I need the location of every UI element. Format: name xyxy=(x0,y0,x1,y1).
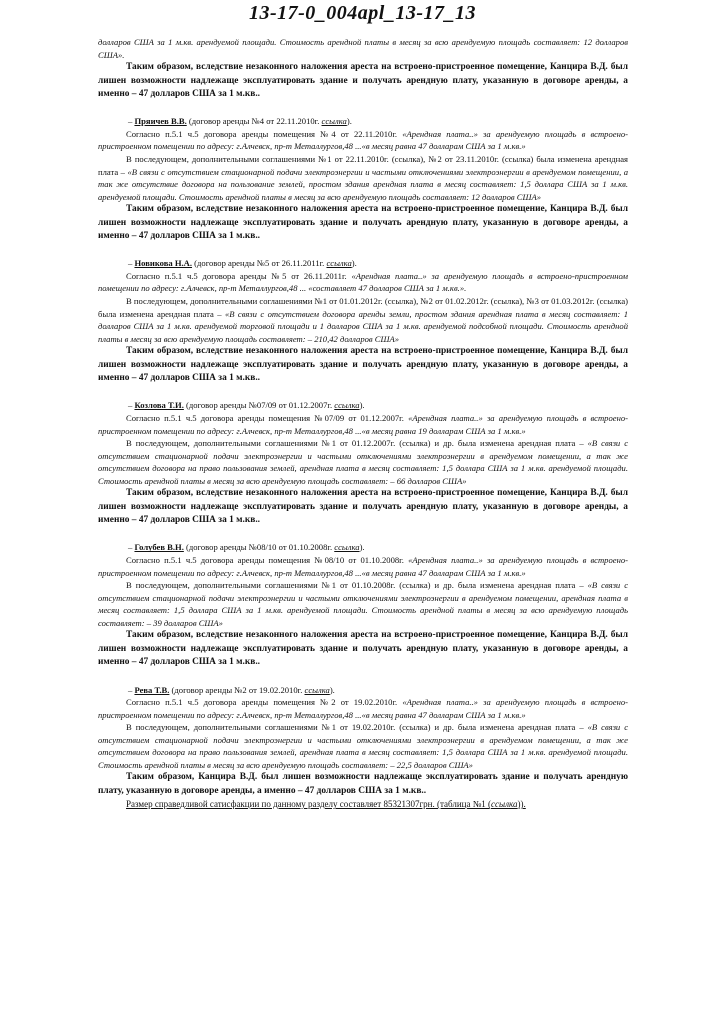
contract-info: (договор аренды №4 от 22.11.2010г. xyxy=(186,116,322,127)
section-conclusion: Таким образом, вследствие незаконного наложения ареста на встроено-пристроенное помещение, Канцира В.Д. был лишен возможности надлежаще эксплуатировать здание и получать арендную плату, указанную в договоре аренды, а именно – 47 долларов США за 1 м.кв.. xyxy=(98,488,628,526)
contract-clause xyxy=(98,270,628,295)
clause-plain: Согласно п.5.1 ч.5 договора аренды помещения №2 от 19.02.2010г. xyxy=(126,697,403,708)
amendment-quote: «В связи с отсутствием стационарной подачи электроэнергии и частыми отключениями электроэнергии в арендуемом помещении, а так же отсутствием договора на право пользования землей, арендная плата в месяц составляет: 1,5 доллара США за 1 м.кв. арендуемой площади. Стоимость арендной платы в месяц за всю арендуемую площадь составляет: – 66 долларов США» xyxy=(98,438,629,486)
tenant-name: Новикова Н.А. xyxy=(134,258,193,269)
section-conclusion: Таким образом, вследствие незаконного наложения ареста на встроено-пристроенное помещение, Канцира В.Д. был лишен возможности надлежаще эксплуатировать здание и получать арендную плату, указанную в договоре аренды, а именно – 47 долларов США за 1 м.кв.. xyxy=(98,630,628,668)
tenant-section xyxy=(98,257,628,385)
continuation-text: долларов США за 1 м.кв. арендуемой площади. Стоимость арендной платы в месяц за всю арендуемую площадь составляет: 12 долларов США». xyxy=(98,37,628,60)
tenant-name: Голубев В.Н. xyxy=(134,542,184,553)
section-heading: – Пряичев В.В. (договор аренды №4 от 22.11.2010г. ссылка). xyxy=(128,116,352,127)
contract-info: (договор аренды №08/10 от 01.10.2008г. xyxy=(183,542,335,553)
contract-link[interactable]: ссылка xyxy=(304,684,330,695)
tenant-sections xyxy=(98,115,628,798)
amendment-clause xyxy=(98,153,628,203)
tenant-section xyxy=(98,541,628,669)
clause-quote: «Арендная плата..» за арендуемую площадь в встроено-пристроенном помещении по адресу: г.Алчевск, пр-т Металлургов,48 ...«в месяц равна 47 долларам США за 1 м.кв.» xyxy=(98,128,628,152)
amendment-quote: «В связи с отсутствием стационарной подачи электроэнергии и частыми отключениями электроэнергии в арендуемом помещении, а так же отсутствие договора на пользование землей, простом здания арендная плата в месяц составляет: 1,5 доллара США за 1 м.кв. арендуемой площади. Стоимость арендной платы в месяц за всю арендуемую площадь составляет: 12 долларов США» xyxy=(98,166,629,202)
amendment-plain: В последующем, дополнительными соглашениями №1 от 22.11.2010г. (ссылка), №2 от 23.11.2010г. (ссылка) была изменена арендная плата – xyxy=(98,153,628,177)
final-summary-end: )). xyxy=(517,799,526,810)
clause-quote: «Арендная плата..» за арендуемую площадь в встроено-пристроенном помещении по адресу: г.Алчевск, пр-т Металлургов,48 ...«в месяц равна 47 долларам США за 1 м.кв.» xyxy=(98,555,628,578)
section-heading: – Новикова Н.А. (договор аренды №5 от 26.11.2011г. ссылка). xyxy=(128,258,357,269)
amendment-plain: В последующем, дополнительными соглашениями №1 от 19.02.2010г. (ссылка) и др. была изменена арендная плата – xyxy=(126,722,588,733)
final-summary-link[interactable]: ссылка xyxy=(491,799,518,810)
document-title: 13-17-0_004apl_13-17_13 xyxy=(248,2,477,24)
section-conclusion: Таким образом, Канцира В.Д. был лишен возможности надлежаще эксплуатировать здание и получать арендную плату, указанную в договоре аренды, а именно – 47 долларов США за 1 м.кв.. xyxy=(98,772,628,796)
amendment-quote: «В связи с отсутствием стационарной подачи электроэнергии и частыми отключениями электроэнергии в арендуемом помещении, арендная плата в месяц составляет: 1,5 доллара США за 1 м.кв. арендуемой площади. Стоимость арендной платы в месяц за всю арендуемую площадь составляет: – 39 долларов США» xyxy=(98,580,629,628)
contract-info: (договор аренды №2 от 19.02.2010г. xyxy=(169,684,305,695)
contract-link[interactable]: ссылка xyxy=(334,400,360,411)
section-heading: – Рева Т.В. (договор аренды №2 от 19.02.2010г. ссылка). xyxy=(128,684,335,695)
section-conclusion: Таким образом, вследствие незаконного наложения ареста на встроено-пристроенное помещение, Канцира В.Д. был лишен возможности надлежаще эксплуатировать здание и получать арендную плату, указанную в договоре аренды, а именно – 47 долларов США за 1 м.кв.. xyxy=(98,346,628,383)
amendment-clause xyxy=(98,721,628,771)
contract-clause xyxy=(98,696,628,721)
contract-clause xyxy=(98,412,628,437)
tenant-section xyxy=(98,684,628,799)
contract-link[interactable]: ссылка xyxy=(326,258,352,269)
clause-plain: Согласно п.5.1 ч.5 договора аренды №5 от 26.11.2011г. xyxy=(126,270,352,281)
amendment-quote: «В связи с отсутствием стационарной подачи электроэнергии и частыми отключениями электроэнергии в арендуемом помещении, а так же отсутствием договора на право пользования землей, арендная плата в месяц составляет: 1,5 доллара США за 1 м.кв. арендуемой площади. Стоимость арендной платы в месяц за всю арендуемую площадь составляет: – 22,5 долларов США» xyxy=(98,722,629,770)
contract-info: (договор аренды №5 от 26.11.2011г. xyxy=(192,258,327,269)
clause-quote: «Арендная плата..» за арендуемую площадь в встроено-пристроенном помещении по адресу: г.Алчевск, пр-т Металлургов,48 ...«в месяц равна 19 долларам США за 1 м.кв.» xyxy=(98,412,628,436)
document-body xyxy=(98,36,628,811)
section-heading: – Козлова Т.И. (договор аренды №07/09 от 01.12.2007г. ссылка). xyxy=(128,400,365,411)
section-heading: – Голубев В.Н. (договор аренды №08/10 от 01.10.2008г. ссылка). xyxy=(128,542,365,553)
amendment-clause xyxy=(98,579,628,629)
section-conclusion: Таким образом, вследствие незаконного наложения ареста на встроено-пристроенное помещение, Канцира В.Д. был лишен возможности надлежаще эксплуатировать здание и получать арендную плату, указанную в договоре аренды, а именно – 47 долларов США за 1 м.кв.. xyxy=(98,204,628,241)
contract-clause xyxy=(98,554,628,579)
final-summary xyxy=(98,798,628,811)
amendment-plain: В последующем, дополнительными соглашениями №1 от 01.01.2012г. (ссылка), №2 от 01.02.2012г. (ссылка), №3 от 01.03.2012г. (ссылка) была изменена арендная плата – xyxy=(98,296,628,319)
contract-link[interactable]: ссылка xyxy=(321,116,347,127)
contract-info: (договор аренды №07/09 от 01.12.2007г. xyxy=(183,400,335,411)
conclusion-paragraph: Таким образом, вследствие незаконного наложения ареста на встроено-пристроенное помещение, Канцира В.Д. был лишен возможности надлежаще эксплуатировать здание и получать арендную плату, указанную в договоре аренды, а именно – 47 долларов США за 1 м.кв.. xyxy=(98,62,628,99)
amendment-clause xyxy=(98,295,628,345)
clause-quote: «Арендная плата..» за арендуемую площадь в встроено-пристроенном помещении по адресу: г.Алчевск, пр-т Металлургов,48 ... «составляет 47 долларов США за 1 м.кв.». xyxy=(98,270,629,294)
amendment-plain: В последующем, дополнительными соглашениями №1 от 01.10.2008г. (ссылка) и др. была изменена арендная плата – xyxy=(126,580,588,591)
final-summary-text: Размер справедливой сатисфакции по данному разделу составляет 85321307грн. (таблица №1 ( xyxy=(126,799,492,810)
amendment-plain: В последующем, дополнительными соглашениями №1 от 01.12.2007г. (ссылка) и др. была изменена арендная плата – xyxy=(126,438,588,449)
tenant-name: Рева Т.В. xyxy=(134,684,170,695)
tenant-name: Козлова Т.И. xyxy=(134,400,184,411)
amendment-clause xyxy=(98,437,628,487)
clause-plain: Согласно п.5.1 ч.5 договора аренды помещения №4 от 22.11.2010г. xyxy=(126,128,403,139)
clause-plain: Согласно п.5.1 ч.5 договора аренды помещения №07/09 от 01.12.2007г. xyxy=(126,412,409,423)
tenant-section xyxy=(98,399,628,527)
tenant-section xyxy=(98,115,628,243)
contract-link[interactable]: ссылка xyxy=(334,542,360,553)
amendment-quote: «В связи с отсутствием договора аренды земли, простом здания арендная плата в месяц составляет: 1 долларов США за 1 м.кв. арендуемой торговой площади и 1 долларов США за 1 м.кв. арендуемой подсобной площади. Стоимость арендной платы в месяц за всю арендуемую площадь составляет: – 210,42 долларов США» xyxy=(98,308,628,344)
tenant-name: Пряичев В.В. xyxy=(134,116,187,127)
clause-quote: «Арендная плата..» за арендуемую площадь в встроено-пристроенном помещении по адресу: г.Алчевск, пр-т Металлургов,48 ...«в месяц равна 47 долларам США за 1 м.кв.» xyxy=(98,697,628,720)
contract-clause xyxy=(98,128,628,153)
clause-plain: Согласно п.5.1 ч.5 договора аренды помещения №08/10 от 01.10.2008г. xyxy=(126,555,409,565)
